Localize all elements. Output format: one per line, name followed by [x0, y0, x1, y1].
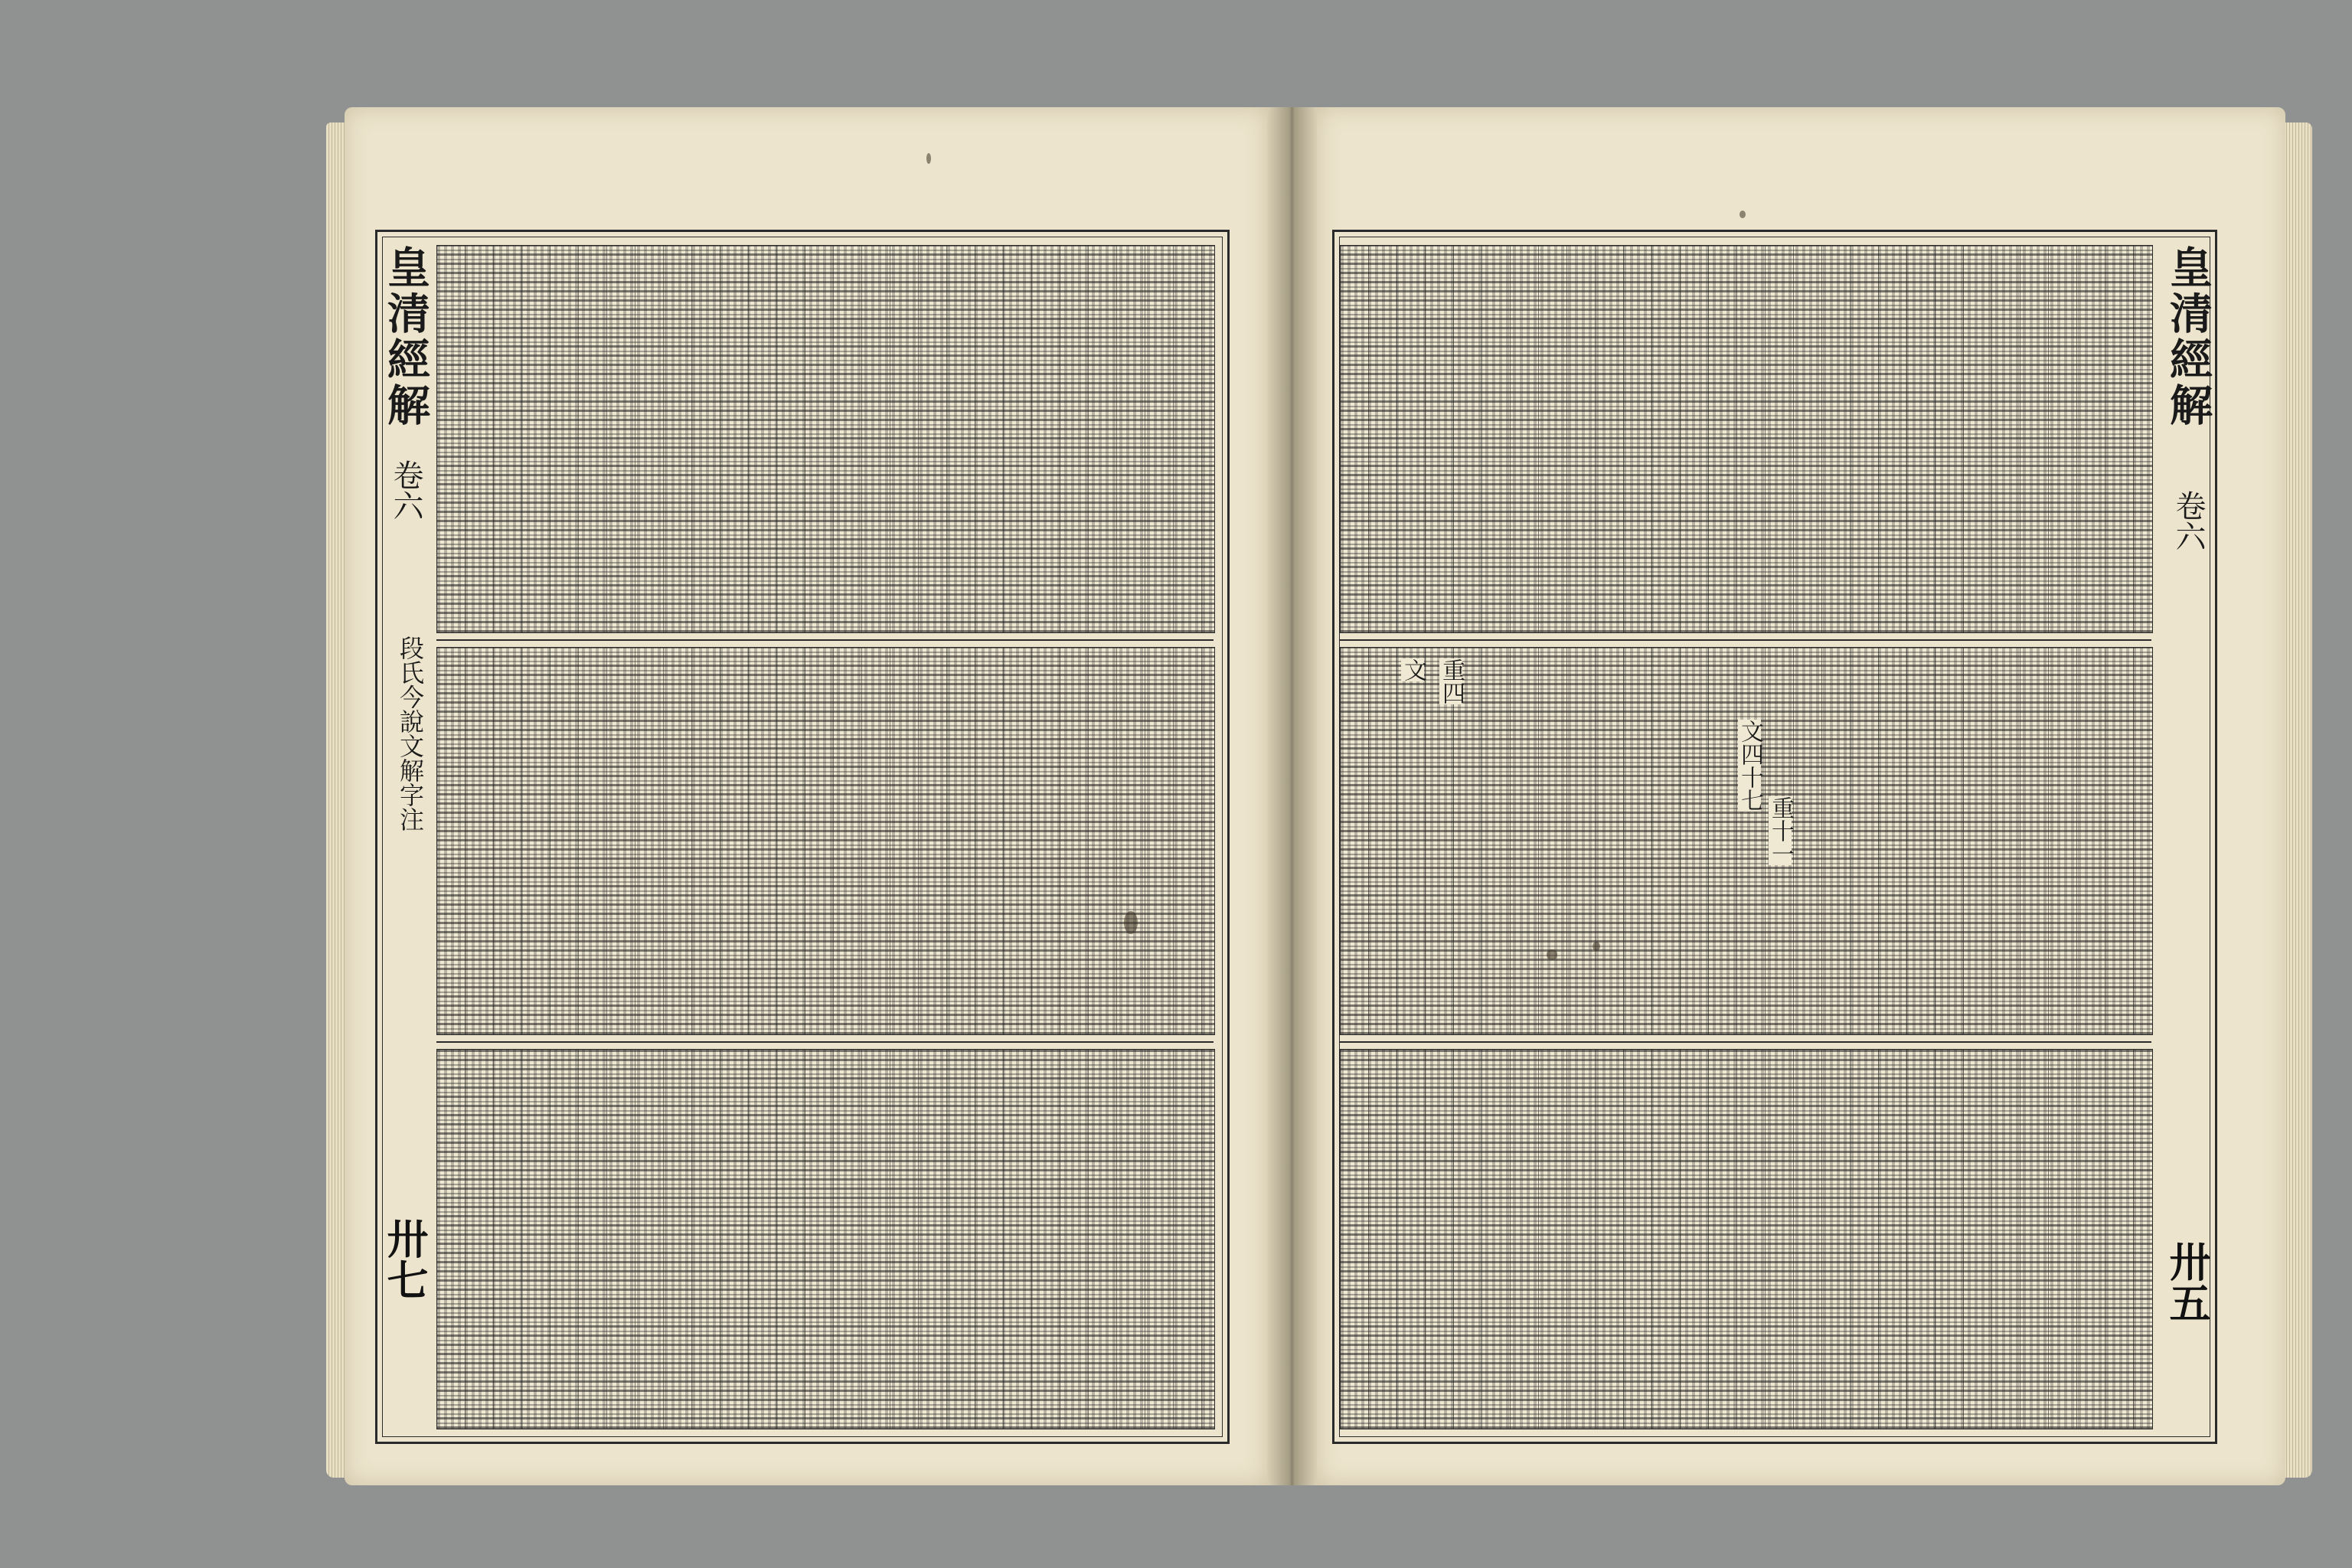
- left-author-line: 段氏今說文解字注: [396, 635, 425, 831]
- right-upper-rule: [1340, 639, 2151, 641]
- ink-spot: [926, 153, 931, 164]
- left-middle-text-block: [436, 647, 1215, 1035]
- left-running-title: 皇清經解: [381, 245, 431, 429]
- left-page: [345, 107, 1267, 1485]
- right-heading-2: 文: [1400, 658, 1426, 681]
- book-gutter: [1267, 107, 1317, 1485]
- left-lower-text-block: [436, 1049, 1215, 1429]
- right-lower-rule: [1340, 1041, 2151, 1043]
- ink-spot: [1124, 911, 1138, 934]
- left-upper-rule: [436, 639, 1214, 641]
- open-book: [322, 92, 2312, 1501]
- ink-spot: [1740, 211, 1746, 218]
- right-lower-text-block: [1340, 1049, 2153, 1429]
- right-page: [1317, 107, 2285, 1485]
- right-heading-3: 重十一: [1767, 796, 1794, 865]
- right-volume-marker: 卷六: [2171, 490, 2206, 551]
- left-folio: 卅七: [381, 1217, 430, 1300]
- ink-spot: [1547, 949, 1557, 960]
- left-upper-text-block: [436, 245, 1215, 633]
- right-heading-4: 文四十七: [1736, 720, 1763, 812]
- left-volume-marker: 卷六: [388, 459, 423, 521]
- ink-spot: [1592, 942, 1600, 951]
- left-lower-rule: [436, 1041, 1214, 1043]
- right-middle-text-block: [1340, 647, 2153, 1035]
- right-heading-1: 重四: [1438, 658, 1465, 704]
- right-running-title: 皇清經解: [2163, 245, 2213, 429]
- right-folio: 卅五: [2163, 1240, 2212, 1323]
- right-upper-text-block: [1340, 245, 2153, 633]
